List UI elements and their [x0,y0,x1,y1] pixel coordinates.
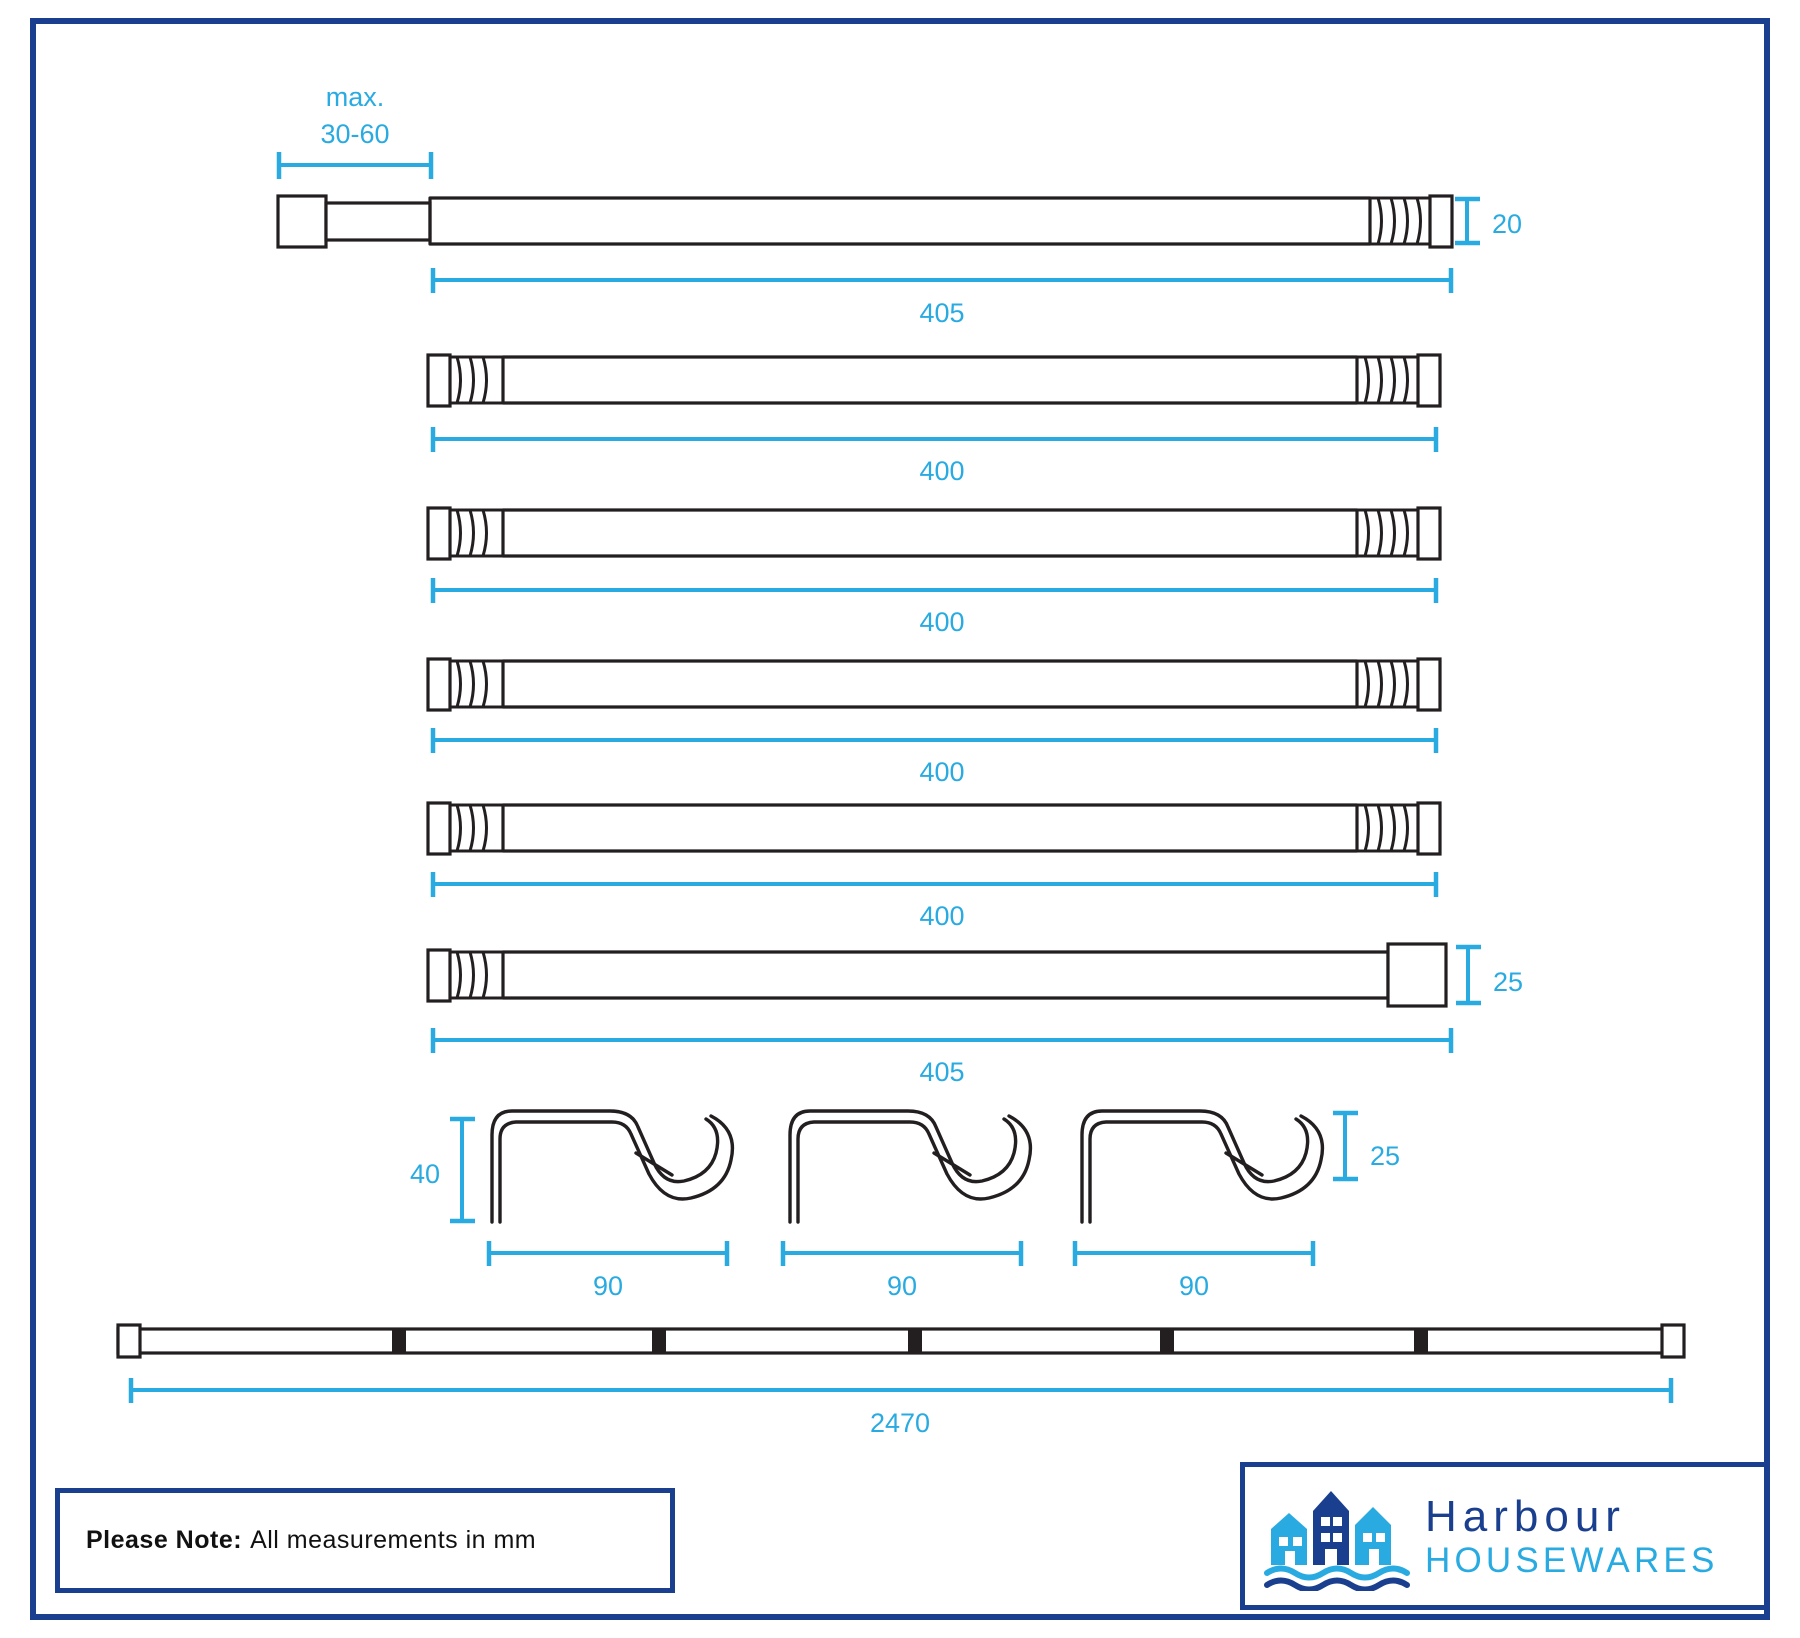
dimension-total-length-2470 [130,1378,1672,1438]
dimension-hook-width-3 [1074,1241,1314,1301]
label-diameter-20: 20 [1492,209,1523,239]
part-extension-pole-4 [428,803,1440,854]
brand-name-line1: Harbour [1425,1491,1626,1541]
part-extension-pole-1 [428,355,1440,406]
label-cap-diameter-25: 25 [1493,967,1524,997]
dimension-hook-width-2 [782,1241,1022,1301]
label-length-400-3: 400 [919,757,965,787]
label-length-405-bottom: 405 [919,1057,965,1087]
label-total-length: 2470 [869,1408,931,1438]
dimension-hook-width-1 [488,1241,728,1301]
note-box [55,1488,675,1593]
part-end-pole-top [278,196,1452,247]
dimension-pole-diameter-20 [1455,198,1522,244]
dimension-length-405-top [432,268,1452,328]
label-hook-width-2: 90 [886,1271,918,1301]
dimension-gap-max [278,82,432,179]
houses-waves-icon [1263,1481,1413,1591]
part-end-pole-bottom [428,944,1446,1006]
part-extension-pole-2 [428,508,1440,559]
gap-label-line2: 30-60 [320,119,390,149]
brand-wordmark [1425,1491,1719,1580]
brand-name-line2: HOUSEWARES [1425,1540,1719,1580]
dimension-cap-diameter-25 [1456,946,1523,1004]
dimension-length-400-1 [432,427,1437,486]
dimension-hook-height-40 [410,1118,475,1222]
wall-hook-3 [1082,1111,1322,1222]
label-hook-height-40: 40 [409,1159,440,1189]
label-length-400-4: 400 [919,901,965,931]
note-label: Please Note: [86,1526,243,1554]
dimension-length-405-bottom [432,1028,1452,1087]
label-hook-width-1: 90 [592,1271,624,1301]
gap-label-line1: max. [325,82,385,112]
label-length-400-2: 400 [919,607,965,637]
label-hook-width-3: 90 [1178,1271,1210,1301]
part-extension-pole-3 [428,659,1440,710]
dimension-length-400-2 [432,578,1437,637]
dimension-length-400-4 [432,872,1437,931]
dimension-length-400-3 [432,728,1437,787]
label-length-405-top: 405 [919,298,965,328]
wall-hook-1 [492,1111,732,1222]
wall-hook-2 [790,1111,1030,1222]
note-text: All measurements in mm [250,1526,537,1554]
brand-logo-box [1240,1462,1770,1610]
label-length-400-1: 400 [919,456,965,486]
assembled-rod [118,1325,1684,1357]
dimension-hook-drop-25 [1333,1112,1400,1180]
label-hook-drop-25: 25 [1370,1141,1401,1171]
